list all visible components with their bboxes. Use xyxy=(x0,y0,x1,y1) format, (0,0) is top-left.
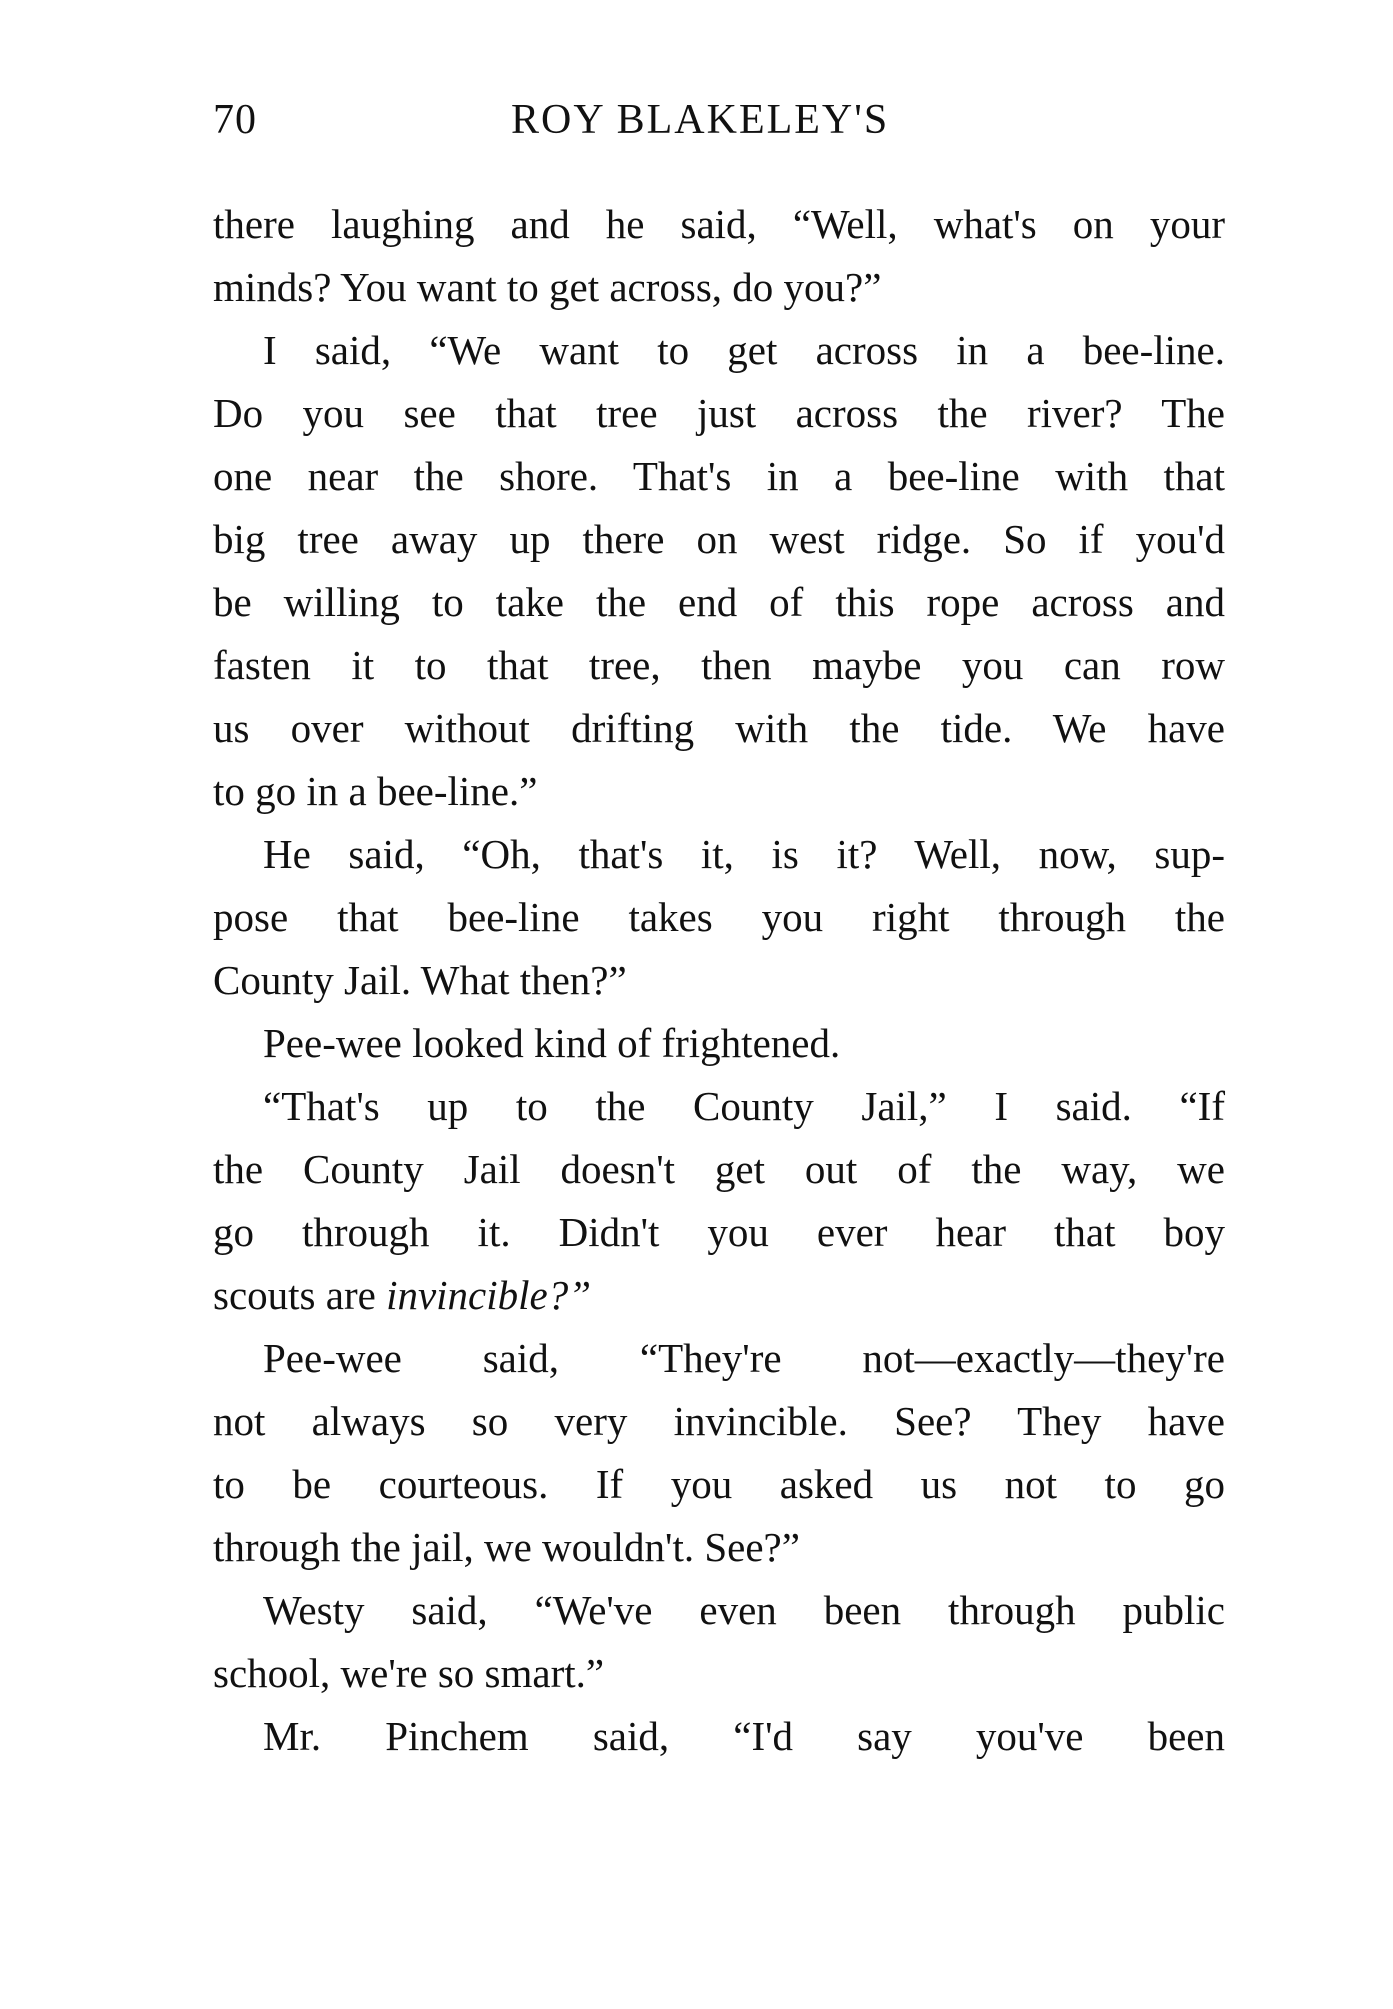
text-line: fasten it to that tree, then maybe you can row xyxy=(213,642,1225,688)
text-line: Mr. Pinchem said, “I'd say you've been xyxy=(263,1713,1225,1759)
text-line: He said, “Oh, that's it, is it? Well, now, sup- xyxy=(263,831,1225,877)
text-line: Do you see that tree just across the river? The xyxy=(213,390,1225,436)
text-line: County Jail. What then?” xyxy=(213,957,627,1003)
text-line: be willing to take the end of this rope across and xyxy=(213,579,1225,625)
text-line: Pee-wee looked kind of frightened. xyxy=(263,1020,841,1066)
text-line: I said, “We want to get across in a bee-line. xyxy=(263,327,1225,373)
text-line: there laughing and he said, “Well, what's on your xyxy=(213,201,1225,247)
text-line: pose that bee-line takes you right through the xyxy=(213,894,1225,940)
text-line: go through it. Didn't you ever hear that boy xyxy=(213,1209,1225,1255)
text-line: us over without drifting with the tide. We have xyxy=(213,705,1225,751)
text-line: one near the shore. That's in a bee-line with that xyxy=(213,453,1225,499)
body-text xyxy=(213,193,1225,1768)
running-title: ROY BLAKELEY'S xyxy=(511,97,890,143)
text-line: Pee-wee said, “They're not—exactly—they're xyxy=(263,1335,1225,1381)
text-line: through the jail, we wouldn't. See?” xyxy=(213,1524,800,1570)
text-line xyxy=(213,1264,1225,1327)
page-number: 70 xyxy=(213,97,257,143)
text-line: to be courteous. If you asked us not to go xyxy=(213,1461,1225,1507)
text-line-plain: scouts are xyxy=(213,1272,387,1318)
text-line: to go in a bee-line.” xyxy=(213,768,538,814)
text-line: “That's up to the County Jail,” I said. “If xyxy=(263,1083,1225,1129)
text-line: Westy said, “We've even been through public xyxy=(263,1587,1225,1633)
emphasized-word: invincible?” xyxy=(386,1272,592,1318)
text-line: not always so very invincible. See? They have xyxy=(213,1398,1225,1444)
page-header xyxy=(213,96,1225,156)
text-line: school, we're so smart.” xyxy=(213,1650,605,1696)
text-line: minds? You want to get across, do you?” xyxy=(213,264,882,310)
text-line: the County Jail doesn't get out of the way, we xyxy=(213,1146,1225,1192)
text-line: big tree away up there on west ridge. So if you'd xyxy=(213,516,1225,562)
